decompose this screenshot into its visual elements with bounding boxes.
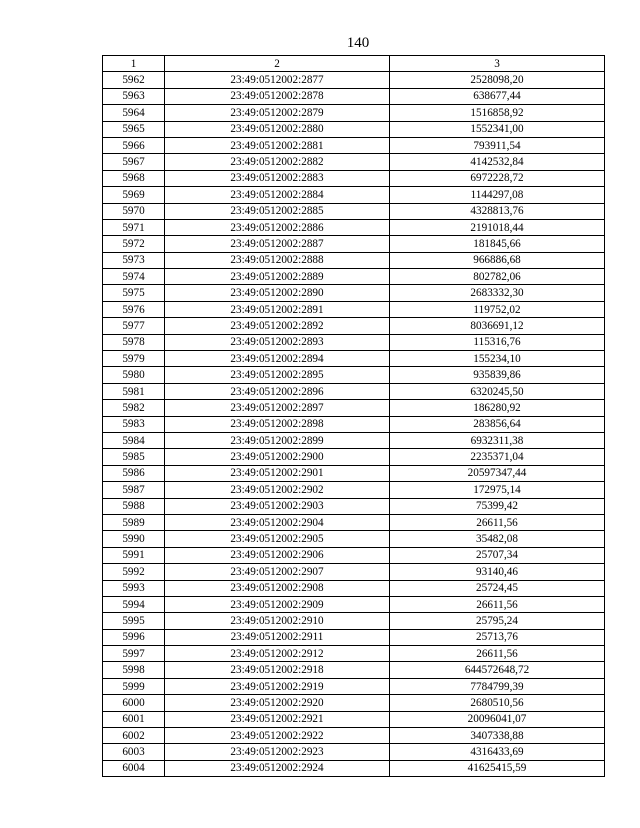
cadastral-number-cell: 23:49:0512002:2911 [165,629,390,645]
value-cell: 26611,56 [390,646,605,662]
row-index-cell: 5971 [103,219,165,235]
cadastral-number-cell: 23:49:0512002:2893 [165,334,390,350]
cadastral-number-cell: 23:49:0512002:2879 [165,105,390,121]
value-cell: 1144297,08 [390,187,605,203]
value-cell: 7784799,39 [390,678,605,694]
column-header-2: 2 [165,56,390,72]
column-header-3: 3 [390,56,605,72]
value-cell: 93140,46 [390,564,605,580]
value-cell: 2528098,20 [390,72,605,88]
row-index-cell: 5976 [103,301,165,317]
value-cell: 1516858,92 [390,105,605,121]
cadastral-number-cell: 23:49:0512002:2884 [165,187,390,203]
table-row [103,662,605,678]
cadastral-number-cell: 23:49:0512002:2918 [165,662,390,678]
row-index-cell: 5991 [103,547,165,563]
row-index-cell: 5977 [103,318,165,334]
row-index-cell: 5987 [103,482,165,498]
cadastral-number-cell: 23:49:0512002:2890 [165,285,390,301]
cadastral-number-cell: 23:49:0512002:2912 [165,646,390,662]
table-row [103,88,605,104]
cadastral-number-cell: 23:49:0512002:2891 [165,301,390,317]
cadastral-number-cell: 23:49:0512002:2902 [165,482,390,498]
cadastral-number-cell: 23:49:0512002:2885 [165,203,390,219]
table-row [103,596,605,612]
cadastral-number-cell: 23:49:0512002:2895 [165,367,390,383]
value-cell: 41625415,59 [390,760,605,776]
cadastral-number-cell: 23:49:0512002:2921 [165,711,390,727]
cadastral-number-cell: 23:49:0512002:2880 [165,121,390,137]
value-cell: 25713,76 [390,629,605,645]
row-index-cell: 6000 [103,695,165,711]
value-cell: 172975,14 [390,482,605,498]
table-row [103,531,605,547]
cadastral-number-cell: 23:49:0512002:2882 [165,154,390,170]
cadastral-number-cell: 23:49:0512002:2881 [165,137,390,153]
row-index-cell: 5999 [103,678,165,694]
value-cell: 644572648,72 [390,662,605,678]
cadastral-number-cell: 23:49:0512002:2892 [165,318,390,334]
cadastral-number-cell: 23:49:0512002:2922 [165,728,390,744]
cadastral-number-cell: 23:49:0512002:2923 [165,744,390,760]
cadastral-number-cell: 23:49:0512002:2924 [165,760,390,776]
row-index-cell: 5984 [103,432,165,448]
table-row [103,334,605,350]
value-cell: 20597347,44 [390,465,605,481]
table-row [103,170,605,186]
table-row [103,301,605,317]
row-index-cell: 5972 [103,236,165,252]
cadastral-number-cell: 23:49:0512002:2905 [165,531,390,547]
cadastral-number-cell: 23:49:0512002:2909 [165,596,390,612]
row-index-cell: 5982 [103,400,165,416]
row-index-cell: 5974 [103,269,165,285]
value-cell: 115316,76 [390,334,605,350]
data-table [102,55,605,777]
value-cell: 25795,24 [390,613,605,629]
value-cell: 6320245,50 [390,383,605,399]
row-index-cell: 6001 [103,711,165,727]
cadastral-number-cell: 23:49:0512002:2877 [165,72,390,88]
row-index-cell: 5988 [103,498,165,514]
row-index-cell: 5995 [103,613,165,629]
value-cell: 2680510,56 [390,695,605,711]
value-cell: 283856,64 [390,416,605,432]
cadastral-number-cell: 23:49:0512002:2904 [165,514,390,530]
row-index-cell: 5967 [103,154,165,170]
table-row [103,465,605,481]
table-row [103,580,605,596]
cadastral-number-cell: 23:49:0512002:2886 [165,219,390,235]
value-cell: 8036691,12 [390,318,605,334]
row-index-cell: 5979 [103,351,165,367]
row-index-cell: 5985 [103,449,165,465]
table-row [103,728,605,744]
row-index-cell: 6002 [103,728,165,744]
value-cell: 638677,44 [390,88,605,104]
table-row [103,269,605,285]
table-row [103,252,605,268]
table-row [103,187,605,203]
value-cell: 186280,92 [390,400,605,416]
value-cell: 35482,08 [390,531,605,547]
row-index-cell: 5981 [103,383,165,399]
value-cell: 155234,10 [390,351,605,367]
table-body [103,72,605,777]
table-row [103,236,605,252]
value-cell: 75399,42 [390,498,605,514]
value-cell: 25724,45 [390,580,605,596]
row-index-cell: 5973 [103,252,165,268]
value-cell: 181845,66 [390,236,605,252]
table-row [103,137,605,153]
row-index-cell: 5975 [103,285,165,301]
value-cell: 2191018,44 [390,219,605,235]
table-row [103,695,605,711]
cadastral-number-cell: 23:49:0512002:2910 [165,613,390,629]
value-cell: 20096041,07 [390,711,605,727]
row-index-cell: 5993 [103,580,165,596]
cadastral-number-cell: 23:49:0512002:2887 [165,236,390,252]
value-cell: 4328813,76 [390,203,605,219]
row-index-cell: 5964 [103,105,165,121]
table-row [103,613,605,629]
cadastral-number-cell: 23:49:0512002:2897 [165,400,390,416]
table-row [103,219,605,235]
row-index-cell: 5997 [103,646,165,662]
row-index-cell: 5992 [103,564,165,580]
table-row [103,514,605,530]
value-cell: 25707,34 [390,547,605,563]
cadastral-number-cell: 23:49:0512002:2908 [165,580,390,596]
table-row [103,498,605,514]
value-cell: 26611,56 [390,514,605,530]
value-cell: 6972228,72 [390,170,605,186]
cadastral-number-cell: 23:49:0512002:2889 [165,269,390,285]
row-index-cell: 5962 [103,72,165,88]
table-row [103,351,605,367]
cadastral-number-cell: 23:49:0512002:2907 [165,564,390,580]
cadastral-number-cell: 23:49:0512002:2919 [165,678,390,694]
table-row [103,203,605,219]
table-row [103,416,605,432]
value-cell: 26611,56 [390,596,605,612]
table-row [103,285,605,301]
cadastral-number-cell: 23:49:0512002:2920 [165,695,390,711]
row-index-cell: 5980 [103,367,165,383]
table-row [103,400,605,416]
table-row [103,367,605,383]
value-cell: 2683332,30 [390,285,605,301]
page-number: 140 [346,35,370,51]
table-row [103,760,605,776]
table-row [103,629,605,645]
value-cell: 2235371,04 [390,449,605,465]
cadastral-number-cell: 23:49:0512002:2906 [165,547,390,563]
header-row [103,56,605,72]
table-row [103,121,605,137]
column-header-1: 1 [103,56,165,72]
table-row [103,482,605,498]
row-index-cell: 5978 [103,334,165,350]
row-index-cell: 5970 [103,203,165,219]
cadastral-number-cell: 23:49:0512002:2900 [165,449,390,465]
row-index-cell: 5990 [103,531,165,547]
value-cell: 119752,02 [390,301,605,317]
value-cell: 3407338,88 [390,728,605,744]
table-row [103,432,605,448]
cadastral-number-cell: 23:49:0512002:2899 [165,432,390,448]
cadastral-number-cell: 23:49:0512002:2878 [165,88,390,104]
row-index-cell: 5968 [103,170,165,186]
value-cell: 4316433,69 [390,744,605,760]
table-row [103,564,605,580]
value-cell: 6932311,38 [390,432,605,448]
row-index-cell: 6004 [103,760,165,776]
cadastral-number-cell: 23:49:0512002:2888 [165,252,390,268]
row-index-cell: 5989 [103,514,165,530]
row-index-cell: 5986 [103,465,165,481]
cadastral-number-cell: 23:49:0512002:2898 [165,416,390,432]
value-cell: 935839,86 [390,367,605,383]
cadastral-number-cell: 23:49:0512002:2896 [165,383,390,399]
row-index-cell: 5998 [103,662,165,678]
table-row [103,105,605,121]
table-row [103,72,605,88]
row-index-cell: 6003 [103,744,165,760]
row-index-cell: 5963 [103,88,165,104]
table-row [103,547,605,563]
table-row [103,154,605,170]
cadastral-number-cell: 23:49:0512002:2903 [165,498,390,514]
value-cell: 1552341,00 [390,121,605,137]
table-row [103,318,605,334]
table-row [103,383,605,399]
table-header [103,56,605,72]
value-cell: 966886,68 [390,252,605,268]
table-row [103,711,605,727]
table-row [103,449,605,465]
row-index-cell: 5996 [103,629,165,645]
value-cell: 793911,54 [390,137,605,153]
cadastral-number-cell: 23:49:0512002:2901 [165,465,390,481]
value-cell: 802782,06 [390,269,605,285]
row-index-cell: 5994 [103,596,165,612]
table-row [103,744,605,760]
table-row [103,646,605,662]
row-index-cell: 5965 [103,121,165,137]
row-index-cell: 5966 [103,137,165,153]
row-index-cell: 5969 [103,187,165,203]
table-row [103,678,605,694]
cadastral-number-cell: 23:49:0512002:2894 [165,351,390,367]
row-index-cell: 5983 [103,416,165,432]
value-cell: 4142532,84 [390,154,605,170]
cadastral-number-cell: 23:49:0512002:2883 [165,170,390,186]
